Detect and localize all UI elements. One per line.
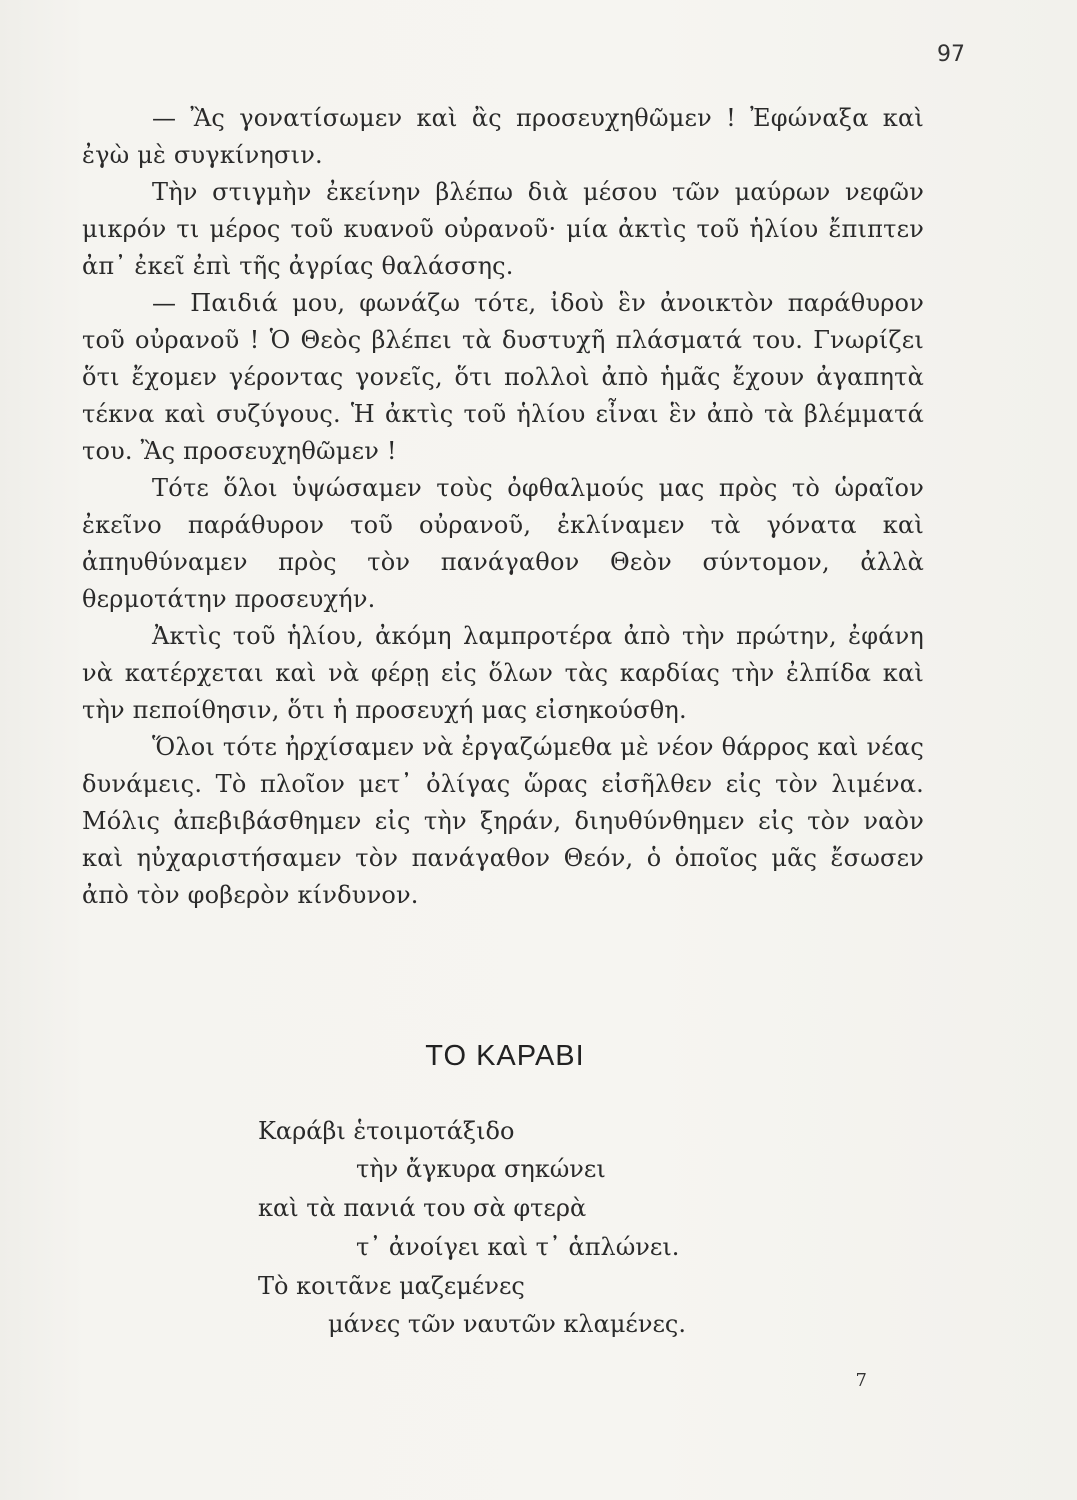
page-number: 97 xyxy=(937,42,965,67)
paragraph-4: Τότε ὅλοι ὑψώσαμεν τοὺς ὀφθαλμούς μας πρὸς τὸ ὡραῖον ἐκεῖνο παράθυρον τοῦ οὐρανοῦ, ἐκλίναμεν τὰ γόνατα καὶ ἀπηυθύναμεν πρὸς τὸν πανάγαθον Θεὸν σύντομον, ἀλλὰ θερμοτάτην προσευχήν. xyxy=(82,474,924,613)
poem-line-1: Καράβι ἑτοιμοτάξιδο xyxy=(258,1117,515,1145)
printer-signature-mark: 7 xyxy=(855,1370,867,1391)
poem-title: ΤΟ ΚΑΡΑΒΙ xyxy=(425,1040,585,1072)
paragraph-3: — Παιδιά μου, φωνάζω τότε, ἰδοὺ ἓν ἀνοικτὸν παράθυρον τοῦ οὐρανοῦ ! Ὁ Θεὸς βλέπει τὰ δυστυχῆ πλάσματά του. Γνωρίζει ὅτι ἔχομεν γέροντας γονεῖς, ὅτι πολλοὶ ἀπὸ ἡμᾶς ἔχουν ἀγαπητὰ τέκνα καὶ συζύγους. Ἡ ἀκτὶς τοῦ ἡλίου εἶναι ἓν ἀπὸ τὰ βλέμματά του. Ἂς προσευχηθῶμεν ! xyxy=(82,289,924,465)
poem-line-2: τὴν ἄγκυρα σηκώνει xyxy=(356,1155,606,1183)
paragraph-5: Ἀκτὶς τοῦ ἡλίου, ἀκόμη λαμπροτέρα ἀπὸ τὴν πρώτην, ἐφάνη νὰ κατέρχεται καὶ νὰ φέρῃ εἰς ὅλων τὰς καρδίας τὴν ἐλπίδα καὶ τὴν πεποίθησιν, ὅτι ἡ προσευχή μας εἰσηκούσθη. xyxy=(82,622,924,724)
paragraph-6: Ὅλοι τότε ἠρχίσαμεν νὰ ἐργαζώμεθα μὲ νέον θάρρος καὶ νέας δυνάμεις. Τὸ πλοῖον μετ᾿ ὀλίγας ὥρας εἰσῆλθεν εἰς τὸν λιμένα. Μόλις ἀπεβιβάσθημεν εἰς τὴν ξηράν, διηυθύνθημεν εἰς τὸν ναὸν καὶ ηὐχαριστήσαμεν τὸν πανάγαθον Θεόν, ὁ ὁποῖος μᾶς ἔσωσεν ἀπὸ τὸν φοβερὸν κίνδυνον. xyxy=(82,733,924,909)
poem-line-5: Τὸ κοιτᾶνε μαζεμένες xyxy=(258,1272,525,1300)
paragraph-2: Τὴν στιγμὴν ἐκείνην βλέπω διὰ μέσου τῶν μαύρων νεφῶν μικρόν τι μέρος τοῦ κυανοῦ οὐρανοῦ· μία ἀκτὶς τοῦ ἡλίου ἔπιπτεν ἀπ᾿ ἐκεῖ ἐπὶ τῆς ἀγρίας θαλάσσης. xyxy=(82,178,924,280)
prose-body xyxy=(82,100,924,914)
poem-line-3: καὶ τὰ πανιά του σὰ φτερὰ xyxy=(258,1194,587,1222)
paragraph-1: — Ἂς γονατίσωμεν καὶ ἂς προσευχηθῶμεν ! Ἐφώναξα καὶ ἐγὼ μὲ συγκίνησιν. xyxy=(82,104,924,169)
poem-line-6: μάνες τῶν ναυτῶν κλαμένες. xyxy=(328,1310,686,1338)
poem-line-4: τ᾿ ἀνοίγει καὶ τ᾿ ἁπλώνει. xyxy=(356,1233,680,1261)
